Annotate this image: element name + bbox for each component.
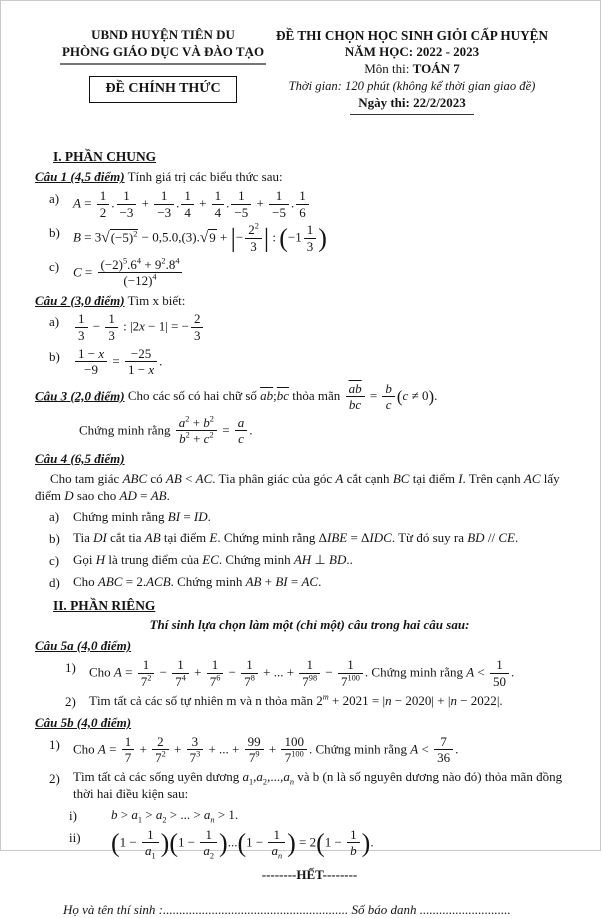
fraction: $\frac{1}{a_1}$ — [142, 828, 159, 859]
question-5b-heading — [35, 715, 584, 732]
header-right-column — [247, 27, 577, 115]
question-label: Câu 4 (6,5 điểm) — [35, 450, 125, 466]
fraction: $\frac{1}{6}$ — [296, 189, 309, 220]
subject-line — [247, 61, 577, 78]
fraction: $\frac{1}{3}$ — [105, 312, 118, 343]
question-4-heading — [35, 451, 584, 468]
fraction: $\frac{1}{4}$ — [212, 189, 225, 220]
exam-title: ĐỀ THI CHỌN HỌC SINH GIỎI CẤP HUYỆN — [276, 28, 548, 43]
fraction: $\frac{1}{7^6}$ — [207, 658, 224, 689]
item-label: b) — [49, 348, 60, 364]
fraction: $\frac{1}{50}$ — [490, 658, 509, 689]
item-label: i) — [69, 807, 77, 823]
question-1b: b) $B = 3√(-5)^2 - 0,5.0,(3).√9$ + |− $\frac{2^2}{3}$ | : (−1 $\frac{1}{3}$ ) — [49, 222, 327, 254]
subject-name: TOÁN 7 — [412, 61, 460, 77]
fraction: $\frac{1 - x}{-9}$ — [75, 347, 107, 378]
fraction: $\frac{2}{7^2}$ — [152, 735, 169, 766]
school-year: NĂM HỌC: 2022 - 2023 — [344, 44, 480, 60]
item-label: ii) — [69, 829, 81, 845]
question-label: Câu 5b (4,0 điểm) — [35, 714, 132, 730]
question-3-claim: Chứng minh rằng $\frac{a^2 + b^2}{b^2 + c^2}$ = $\frac{a}{c}$ . — [79, 414, 253, 447]
question-4b: b) Tia DI cắt tia AB tại điểm E. Chứng minh rằng ΔIBE = ΔIDC. Từ đó suy ra BD // CE. — [49, 530, 519, 547]
question-5a-1: 1) Cho A = $\frac{1}{7^2}$ − $\frac{1}{7^4}$ + $\frac{1}{7^6}$ − $\frac{1}{7^8}$ + ... + $\frac{1}{7^{98}}$ − $\frac{1}{7^{100}}$ . Chứng minh rằng A < $\frac{1}{50}$ . — [65, 657, 515, 689]
header-left-column — [53, 27, 273, 103]
question-1c: c) C = $\frac{(-2)^5.6^4 + 9^2.8^4}{(-12)^4}$ — [49, 258, 584, 289]
time-limit: Thời gian: 120 phút (không kể thời gian giao đề) — [288, 78, 536, 93]
end-marker: --------HẾT-------- — [261, 866, 358, 882]
question-1a: a) A = $\frac{1}{2}$ . $\frac{1}{-3}$ + $\frac{1}{-3}$ . $\frac{1}{4}$ + $\frac{1}{4}$ . $\frac{1}{-5}$ + $\frac{1}{-5}$ . $\frac{1}{6}$ — [49, 189, 584, 220]
question-2b: b) $\frac{1 - x}{-9}$ = $\frac{-25}{1 - x}$ . — [49, 345, 163, 378]
fraction: $\frac{1}{7^{100}}$ — [338, 658, 363, 689]
item-label: 2) — [65, 694, 76, 710]
fraction: $\frac{1}{7^{98}}$ — [299, 658, 320, 689]
question-5b-1: 1) Cho A = $\frac{1}{7}$ + $\frac{2}{7^2}$ + $\frac{3}{7^3}$ + ... + $\frac{99}{7^9}$ + $\frac{100}{7^{100}}$ . Chứng minh rằng A < $\frac{7}{36}$ . — [49, 733, 459, 766]
section-2-heading: II. PHẦN RIÊNG — [53, 597, 156, 613]
item-label: 2) — [49, 770, 60, 786]
question-2a: a) $\frac{1}{3}$ − $\frac{1}{3}$ : |2x − 1| = − $\frac{2}{3}$ — [49, 312, 584, 343]
fraction: $\frac{2}{3}$ — [191, 312, 204, 343]
fraction: $\frac{1}{2}$ — [97, 189, 110, 220]
question-5b-2i: i) $b > a_1 > a_2$ > ... > $a_n > 1$. — [69, 806, 239, 825]
fraction: $\frac{1}{7^4}$ — [172, 658, 189, 689]
overline: $\overline{ab}$ — [260, 388, 274, 404]
fraction: $\frac{3}{7^3}$ — [187, 735, 204, 766]
fraction: $\frac{1}{7^8}$ — [241, 658, 258, 689]
question-5a-2: 2) Tìm tất cả các số tự nhiên m và n thỏa mãn $2^m + 2021 = |n - 2020| + |n - 2022|$. — [65, 692, 503, 710]
official-exam-stamp: ĐỀ CHÍNH THỨC — [89, 76, 236, 103]
radical-sign: √ — [199, 228, 209, 246]
question-5a-heading — [35, 638, 584, 655]
fraction: $\frac{1}{-3}$ — [154, 189, 174, 220]
question-1-heading: Câu 1 (4,5 điểm) Tính giá trị các biểu thức sau: — [35, 169, 283, 185]
fraction: $\frac{b}{c}$ — [382, 382, 395, 413]
item-label: c) — [49, 259, 60, 275]
item-label: a) — [49, 191, 60, 207]
item-label: 1) — [49, 736, 60, 752]
question-5b-2: 2) Tìm tất cả các sống uyên dương $a_1,a_2,...,a_n$ và b (n là số nguyên dương nào đó) thỏa mãn đồng thời hai điều kiện sau: — [49, 768, 563, 801]
question-label: Câu 1 (4,5 điểm) — [35, 169, 125, 185]
fraction: $\frac{1}{-5}$ — [231, 189, 251, 220]
sqrt: $√(-5)^2$ — [101, 228, 138, 246]
candidate-info-line: Họ và tên thí sinh :......................................................... Số báo danh ............................ — [63, 901, 511, 917]
question-label: Câu 5a (4,0 điểm) — [35, 638, 132, 654]
fraction: $\frac{100}{7^{100}}$ — [281, 735, 307, 766]
fraction: $\frac{-25}{1 - x}$ — [125, 347, 157, 378]
exam-header — [35, 27, 584, 143]
exam-date: Ngày thi: 22/2/2023 — [350, 95, 474, 115]
question-label: Câu 3 (2,0 điểm) — [35, 388, 125, 404]
fraction: $\frac{1}{7}$ — [122, 735, 135, 766]
item-label: d) — [49, 574, 60, 590]
fraction: $\frac{1}{7^2}$ — [138, 658, 155, 689]
org-name-line2: PHÒNG GIÁO DỤC VÀ ĐÀO TẠO — [60, 44, 266, 65]
question-4d: d) Cho ABC = 2.ACB. Chứng minh AB + BI = AC. — [49, 573, 322, 590]
question-2-heading: Câu 2 (3,0 điểm) Tìm x biết: — [35, 292, 186, 308]
overline: bc — [348, 397, 362, 413]
subject-label: Môn thi: — [364, 61, 413, 77]
item-label: c) — [49, 553, 60, 569]
fraction: $\frac{1}{4}$ — [181, 189, 194, 220]
fraction: $\frac{1}{a_2}$ — [200, 828, 217, 859]
question-label: Câu 2 (3,0 điểm) — [35, 292, 125, 308]
item-label: b) — [49, 225, 60, 241]
item-label: b) — [49, 531, 60, 547]
fraction: $\frac{1}{-5}$ — [269, 189, 289, 220]
fraction: $\frac{1}{-3}$ — [117, 189, 137, 220]
question-4-intro: Cho tam giác ABC có AB < AC. Tia phân giác của góc A cắt cạnh BC tại điểm I. Trên cạnh AC lấy điểm D sao cho AD = AB. — [35, 470, 560, 503]
fraction: $\frac{99}{7^9}$ — [245, 735, 264, 766]
fraction: $\frac{1}{a_n}$ — [268, 828, 285, 859]
question-5b-2ii: ii) (1 − $\frac{1}{a_1}$ )(1 − $\frac{1}{a_2}$ )...(1 − $\frac{1}{a_n}$ ) = 2(1 − $\frac{1}{b}$ ). — [69, 826, 374, 861]
fraction: $\frac{1}{3}$ — [75, 312, 88, 343]
item-label: a) — [49, 314, 60, 330]
overline: $\overline{bc}$ — [276, 388, 290, 404]
fraction — [346, 382, 365, 413]
fraction: $\frac{7}{36}$ — [434, 735, 453, 766]
section-2-instruction: Thí sinh lựa chọn làm một (chỉ một) câu trong hai câu sau: — [149, 617, 470, 633]
item-label: a) — [49, 509, 60, 525]
section-1-heading: I. PHẦN CHUNG — [53, 149, 157, 164]
fraction: $\frac{a^2 + b^2}{b^2 + c^2}$ — [176, 416, 217, 447]
sqrt: √9 — [199, 228, 216, 246]
exam-body — [35, 148, 584, 918]
fraction: $\frac{2^2}{3}$ — [245, 223, 262, 254]
fraction: $\frac{(-2)^5.6^4 + 9^2.8^4}{(-12)^4}$ — [98, 258, 183, 289]
item-label: 1) — [65, 659, 76, 675]
fraction: $\frac{1}{3}$ — [304, 223, 317, 254]
fraction: $\frac{1}{b}$ — [347, 828, 360, 859]
org-name-line1: UBND HUYỆN TIÊN DU — [91, 27, 235, 42]
radical-sign: √ — [101, 228, 110, 246]
question-3-heading: Câu 3 (2,0 điểm) Cho các số có hai chữ số $\overline{ab};\overline{bc}$ thỏa mãn $\frac{\overline{ab}}{bc}$ = $\frac{b}{c}$ (c ≠ 0). — [35, 380, 438, 413]
question-4c: c) Gọi H là trung điểm của EC. Chứng minh AH ⊥ BD.. — [49, 552, 353, 569]
question-4a: a) Chứng minh rằng BI = ID. — [49, 508, 211, 525]
fraction: $\frac{a}{c}$ — [235, 416, 248, 447]
overline: $\overline{ab}$ — [348, 380, 362, 396]
